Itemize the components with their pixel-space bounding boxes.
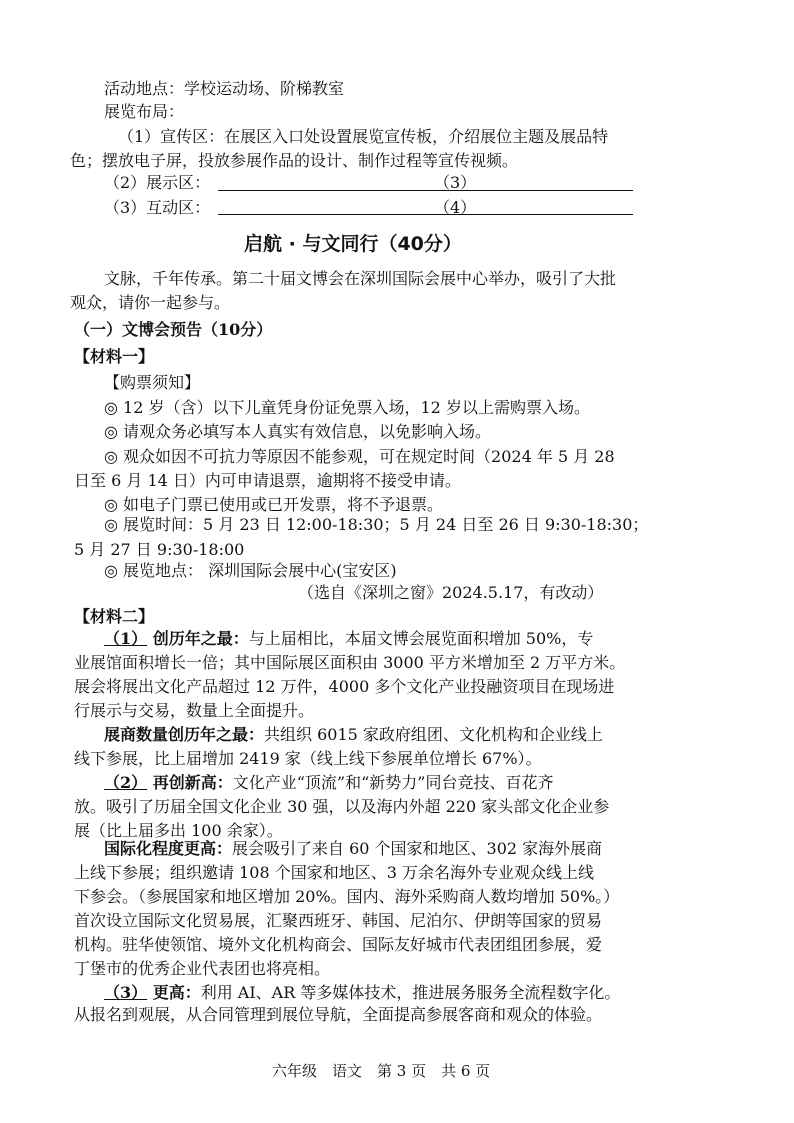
material2-p5-line2: 从报名到观展，从合同管理到展位导航，全面提高参展客商和观众的体验。	[74, 1005, 603, 1024]
material2-p1-line3: 展会将展出文化产品超过 12 万件，4000 多个文化产业投融资项目在现场进	[74, 677, 615, 696]
display-area-label: （2）展示区：	[104, 173, 211, 192]
notice-line-7: 5 月 27 日 9:30-18:00	[74, 540, 245, 559]
material1-label: 【材料一】	[74, 347, 155, 366]
material2-p1-line2: 业展馆面积增长一倍；其中国际展区面积由 3000 平方米增加至 2 万平方米。	[74, 653, 626, 672]
record-heading: 创历年之最：	[147, 629, 249, 648]
layout-heading: 展览布局：	[104, 102, 185, 121]
part1-heading: （一）文博会预告（10分）	[74, 320, 273, 339]
intro-line2: 观众，请你一起参与。	[70, 293, 231, 312]
material2-p2-line2: 线下参展，比上届增加 2419 家（线上线下参展单位增长 67%）。	[74, 749, 542, 768]
material2-p4-line2: 上线下参展；组织邀请 108 个国家和地区、3 万余名海外专业观众线上线	[74, 863, 594, 882]
blank-number-2: （2）	[104, 773, 148, 792]
p1-text: 与上届相比，本届文博会展览面积增加 50%，专	[248, 629, 594, 648]
p3-text: 文化产业“顶流”和“新势力”同台竞技、百花齐	[232, 773, 554, 792]
material2-p4-line3: 下参会。（参展国家和地区增加 20%。国内、海外采购商人数均增加 50%。）	[74, 887, 620, 906]
material2-p4-line1	[104, 838, 602, 860]
blank-number-3: （3）	[434, 173, 477, 192]
material2-p4-line4: 首次设立国际文化贸易展，汇聚西班牙、韩国、尼泊尔、伊朗等国家的贸易	[74, 911, 603, 930]
blank-number-3-underline: （3）	[104, 983, 148, 1002]
display-area-blank[interactable]	[218, 170, 633, 191]
material2-p2-line1	[104, 724, 603, 746]
material2-p3-line3: 展（比上届多出 100 余家）。	[74, 821, 283, 840]
higher-heading: 更高：	[147, 983, 201, 1002]
notice-line-2: ◎ 请观众务必填写本人真实有效信息，以免影响入场。	[104, 422, 492, 441]
section-title: 启航 · 与文同行（40分）	[244, 233, 462, 255]
promo-area-line2: 色；摆放电子屏，投放参展作品的设计、制作过程等宣传视频。	[70, 151, 519, 170]
material2-p3-line2: 放。吸引了历届全国文化企业 30 强，以及海内外超 220 家头部文化企业参	[74, 797, 610, 816]
international-heading: 国际化程度更高：	[104, 839, 233, 858]
material2-p3-line1	[104, 772, 553, 794]
p4-text: 展会吸引了来自 60 个国家和地区、302 家海外展商	[232, 839, 603, 858]
material2-label: 【材料二】	[74, 607, 155, 626]
material2-p4-line6: 丁堡市的优秀企业代表团也将亮相。	[74, 959, 331, 978]
material2-p1-line4: 行展示与交易，数量上全面提升。	[74, 701, 315, 720]
new-high-heading: 再创新高：	[147, 773, 233, 792]
promo-area-line1: （1）宣传区：在展区入口处设置展览宣传板，介绍展位主题及展品特	[118, 127, 609, 146]
notice-line-5: ◎ 如电子门票已使用或已开发票，将不予退票。	[104, 495, 444, 514]
exhibitors-heading: 展商数量创历年之最：	[104, 725, 265, 744]
intro-line1: 文脉，千年传承。第二十届文博会在深圳国际会展中心举办，吸引了大批	[104, 269, 617, 288]
material2-p5-line1	[104, 982, 620, 1004]
notice-line-1: ◎ 12 岁（含）以下儿童凭身份证免票入场，12 岁以上需购票入场。	[104, 398, 590, 417]
notice-line-3: ◎ 观众如因不可抗力等原因不能参观，可在规定时间（2024 年 5 月 28	[104, 447, 615, 466]
material1-source: （选自《深圳之窗》2024.5.17，有改动）	[298, 583, 604, 602]
notice-line-8: ◎ 展览地点： 深圳国际会展中心(宝安区)	[104, 561, 397, 580]
material2-p4-line5: 机构。驻华使领馆、境外文化机构商会、国际友好城市代表团组团参展，爱	[74, 935, 603, 954]
activity-location: 活动地点：学校运动场、阶梯教室	[104, 79, 345, 98]
p2-text: 共组织 6015 家政府组团、文化机构和企业线上	[264, 725, 603, 744]
page-footer: 六年级 语文 第 3 页 共 6 页	[272, 1062, 491, 1080]
notice-line-4: 日至 6 月 14 日）内可申请退票，逾期将不接受申请。	[74, 471, 461, 490]
material2-p1-line1	[104, 628, 593, 650]
interactive-area-blank[interactable]	[218, 194, 633, 215]
blank-number-4: （4）	[434, 198, 477, 217]
blank-number-1: （1）	[104, 629, 148, 648]
ticket-notice-title: 【购票须知】	[104, 373, 201, 392]
notice-line-6: ◎ 展览时间：5 月 23 日 12:00-18:30；5 月 24 日至 26 日 9:30-18:30；	[104, 515, 649, 534]
interactive-area-label: （3）互动区：	[104, 198, 211, 217]
p5-text: 利用 AI、AR 等多媒体技术，推进展务服务全流程数字化。	[200, 983, 621, 1002]
